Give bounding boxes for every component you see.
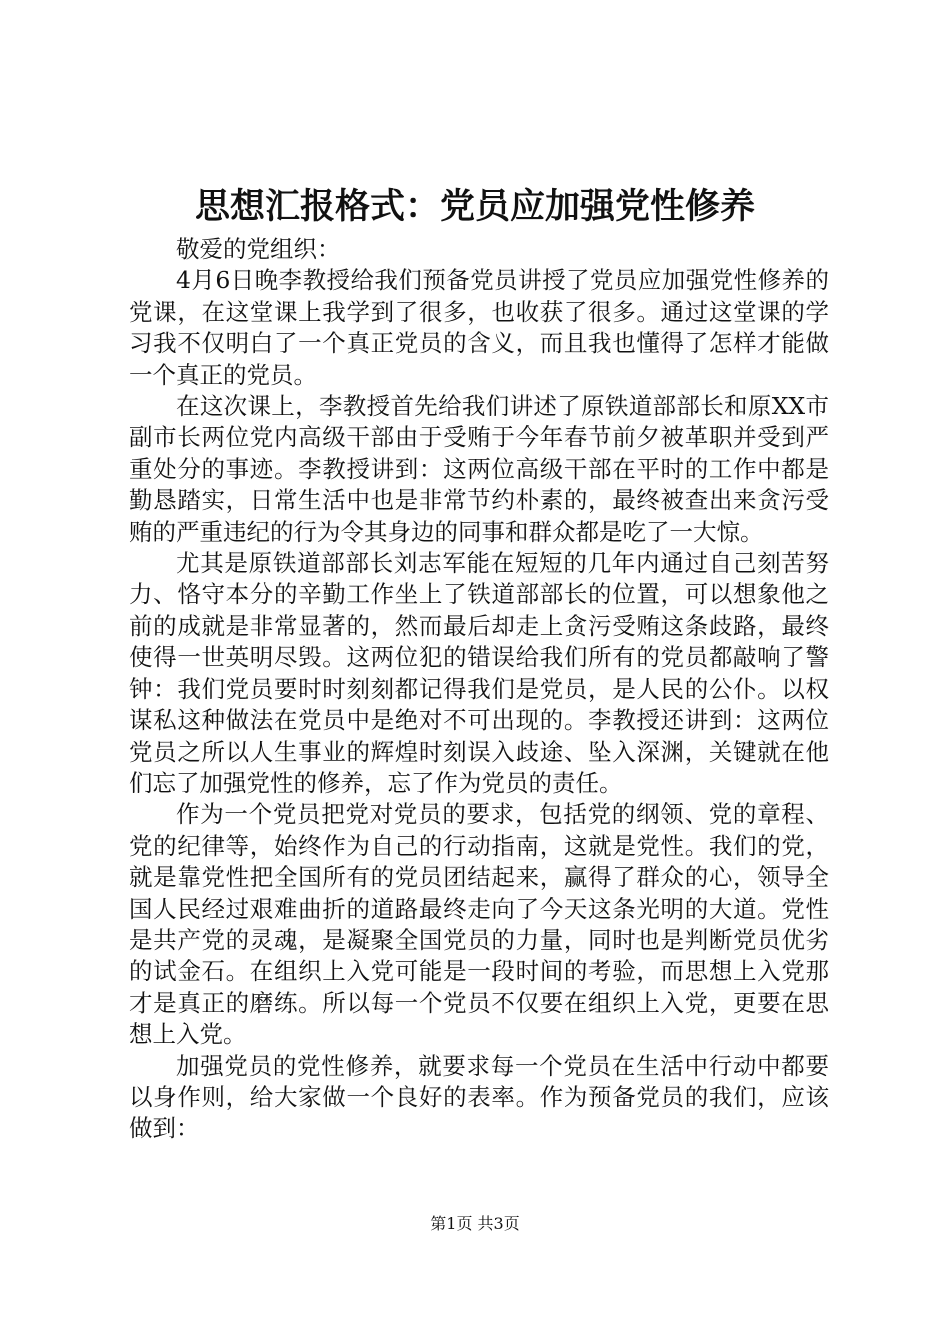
paragraph-1: 4月6日晚李教授给我们预备党员讲授了党员应加强党性修养的党课，在这堂课上我学到了很多，也收获了很多。通过这堂课的学习我不仅明白了一个真正党员的含义，而且我也懂得了怎样才能做一个真正的党员。 xyxy=(129,266,829,389)
paragraph-3: 尤其是原铁道部部长刘志军能在短短的几年内通过自己刻苦努力、恪守本分的辛勤工作坐上了铁道部部长的位置，可以想象他之前的成就是非常显著的，然而最后却走上贪污受贿这条歧路，最终使得一世英明尽毁。这两位犯的错误给我们所有的党员都敲响了警钟：我们党员要时时刻刻都记得我们是党员，是人民的公仆。以权谋私这种做法在党员中是绝对不可出现的。李教授还讲到：这两位党员之所以人生事业的辉煌时刻误入歧途、坠入深渊，关键就在他们忘了加强党性的修养，忘了作为党员的责任。 xyxy=(129,549,829,797)
document-body xyxy=(129,234,829,1145)
paragraph-4: 作为一个党员把党对党员的要求，包括党的纲领、党的章程、党的纪律等，始终作为自己的行动指南，这就是党性。我们的党，就是靠党性把全国所有的党员团结起来，赢得了群众的心，领导全国人民经过艰难曲折的道路最终走向了今天这条光明的大道。党性是共产党的灵魂，是凝聚全国党员的力量，同时也是判断党员优劣的试金石。在组织上入党可能是一段时间的考验，而思想上入党那才是真正的磨练。所以每一个党员不仅要在组织上入党，更要在思想上入党。 xyxy=(129,800,829,1049)
paragraph-2: 在这次课上，李教授首先给我们讲述了原铁道部部长和原XX市副市长两位党内高级干部由于受贿于今年春节前夕被革职并受到严重处分的事迹。李教授讲到：这两位高级干部在平时的工作中都是勤恳踏实，日常生活中也是非常节约朴素的，最终被查出来贪污受贿的严重违纪的行为令其身边的同事和群众都是吃了一大惊。 xyxy=(129,392,829,546)
document-title: 思想汇报格式：党员应加强党性修养 xyxy=(194,186,755,227)
paragraph-5: 加强党员的党性修养，就要求每一个党员在生活中行动中都要以身作则，给大家做一个良好的表率。作为预备党员的我们，应该做到： xyxy=(129,1051,829,1143)
page-footer: 第1页 共3页 xyxy=(430,1214,520,1233)
salutation: 敬爱的党组织： xyxy=(176,235,341,263)
